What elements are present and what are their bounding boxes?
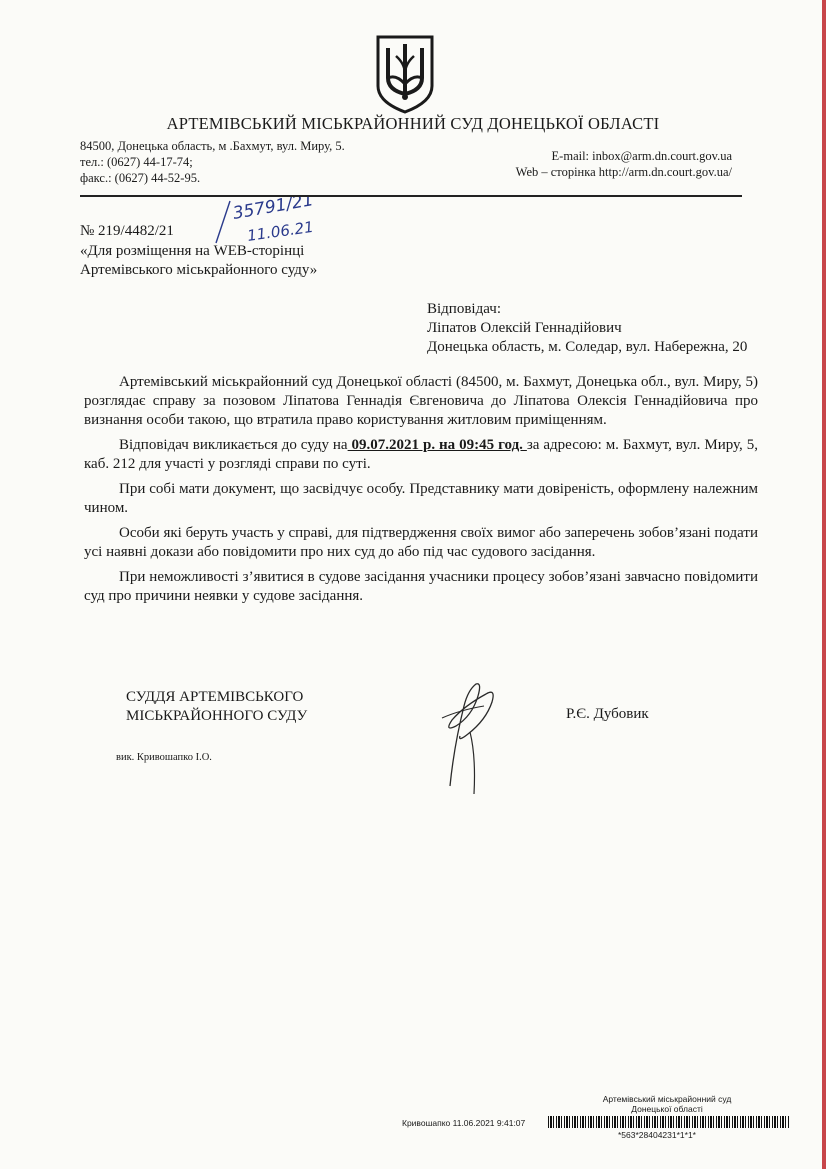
judge-title <box>126 688 307 726</box>
letter-body <box>84 373 758 612</box>
page-edge-stripe <box>822 0 826 1169</box>
summons-text: Відповідач викликається до суду на <box>119 437 348 453</box>
body-paragraph-documents: При собі мати документ, що засвідчує особу. Представнику мати довіреність, оформлену належним чином. <box>84 481 758 516</box>
recipient-address: Донецька область, м. Соледар, вул. Набережна, 20 <box>427 339 748 355</box>
barcode-image <box>548 1116 790 1128</box>
handwritten-registration <box>208 197 318 245</box>
stamp-line1: Артемівський міськрайонний суд <box>602 1094 732 1104</box>
body-paragraph-summons <box>84 436 758 474</box>
footer-court-stamp <box>560 1094 774 1114</box>
web-publication-note <box>80 242 317 280</box>
coat-of-arms-icon <box>374 34 436 114</box>
court-title: АРТЕМІВСЬКИЙ МІСЬКРАЙОННИЙ СУД ДОНЕЦЬКОЇ ОБЛАСТІ <box>166 114 660 133</box>
handwritten-number: 35791/21 <box>231 197 316 224</box>
judge-signature <box>430 676 510 796</box>
summons-address: за адресою: м. Бахмут, вул. Миру, 5, каб. 212 для участі у розгляді справи по суті. <box>84 437 758 472</box>
court-phone: тел.: (0627) 44-17-74; <box>80 155 193 169</box>
web-note-line2: Артемівського міськрайонного суду» <box>80 262 318 278</box>
executor-note: вик. Кривошапко І.О. <box>116 752 212 763</box>
court-address: 84500, Донецька область, м .Бахмут, вул. Миру, 5. <box>80 139 345 153</box>
court-email: E-mail: inbox@arm.dn.court.gov.ua <box>551 149 732 163</box>
recipient-block <box>427 300 747 357</box>
court-fax: факс.: (0627) 44-52-95. <box>80 171 201 185</box>
judge-title-line1: СУДДЯ АРТЕМІВСЬКОГО <box>126 689 304 705</box>
court-contacts <box>516 148 732 180</box>
header-divider <box>80 195 742 197</box>
stamp-line2: Донецької області <box>631 1104 703 1114</box>
web-note-line1: «Для розміщення на WEB-сторінці <box>80 243 305 259</box>
barcode-row <box>402 1116 792 1134</box>
court-address-block <box>80 138 345 186</box>
body-paragraph-evidence: Особи які беруть участь у справі, для підтвердження своїх вимог або заперечень зобов’язані подати усі наявні докази або повідомити про них суд до або під час судового засідання. <box>84 525 758 560</box>
body-paragraph-absence: При неможливості з’явитися в судове засідання учасники процесу зобов’язані завчасно повідомити суд про причини неявки у судове засідання. <box>84 569 758 604</box>
barcode-code: *563*28404231*1*1* <box>618 1130 696 1140</box>
recipient-name: Ліпатов Олексій Геннадійович <box>427 320 622 336</box>
body-paragraph-case: Артемівський міськрайонний суд Донецької області (84500, м. Бахмут, Донецька обл., вул. Миру, 5) розглядає справу за позовом Ліпатова Геннадія Євгеновича до Ліпатова Олексія Геннадійовича про визнання особи такою, що втратила право користування житловим приміщенням. <box>84 374 758 428</box>
handwritten-date: 11.06.21 <box>246 217 315 245</box>
barcode-meta: Кривошапко 11.06.2021 9:41:07 <box>402 1118 526 1128</box>
recipient-role: Відповідач: <box>427 301 501 317</box>
outgoing-number: № 219/4482/21 <box>80 223 174 239</box>
judge-title-line2: МІСЬКРАЙОННОГО СУДУ <box>126 708 308 724</box>
court-website: Web – сторінка http://arm.dn.court.gov.ua/ <box>515 165 732 179</box>
hearing-datetime: 09.07.2021 р. на 09:45 год. <box>347 437 527 453</box>
judge-name: Р.Є. Дубовик <box>566 706 649 722</box>
